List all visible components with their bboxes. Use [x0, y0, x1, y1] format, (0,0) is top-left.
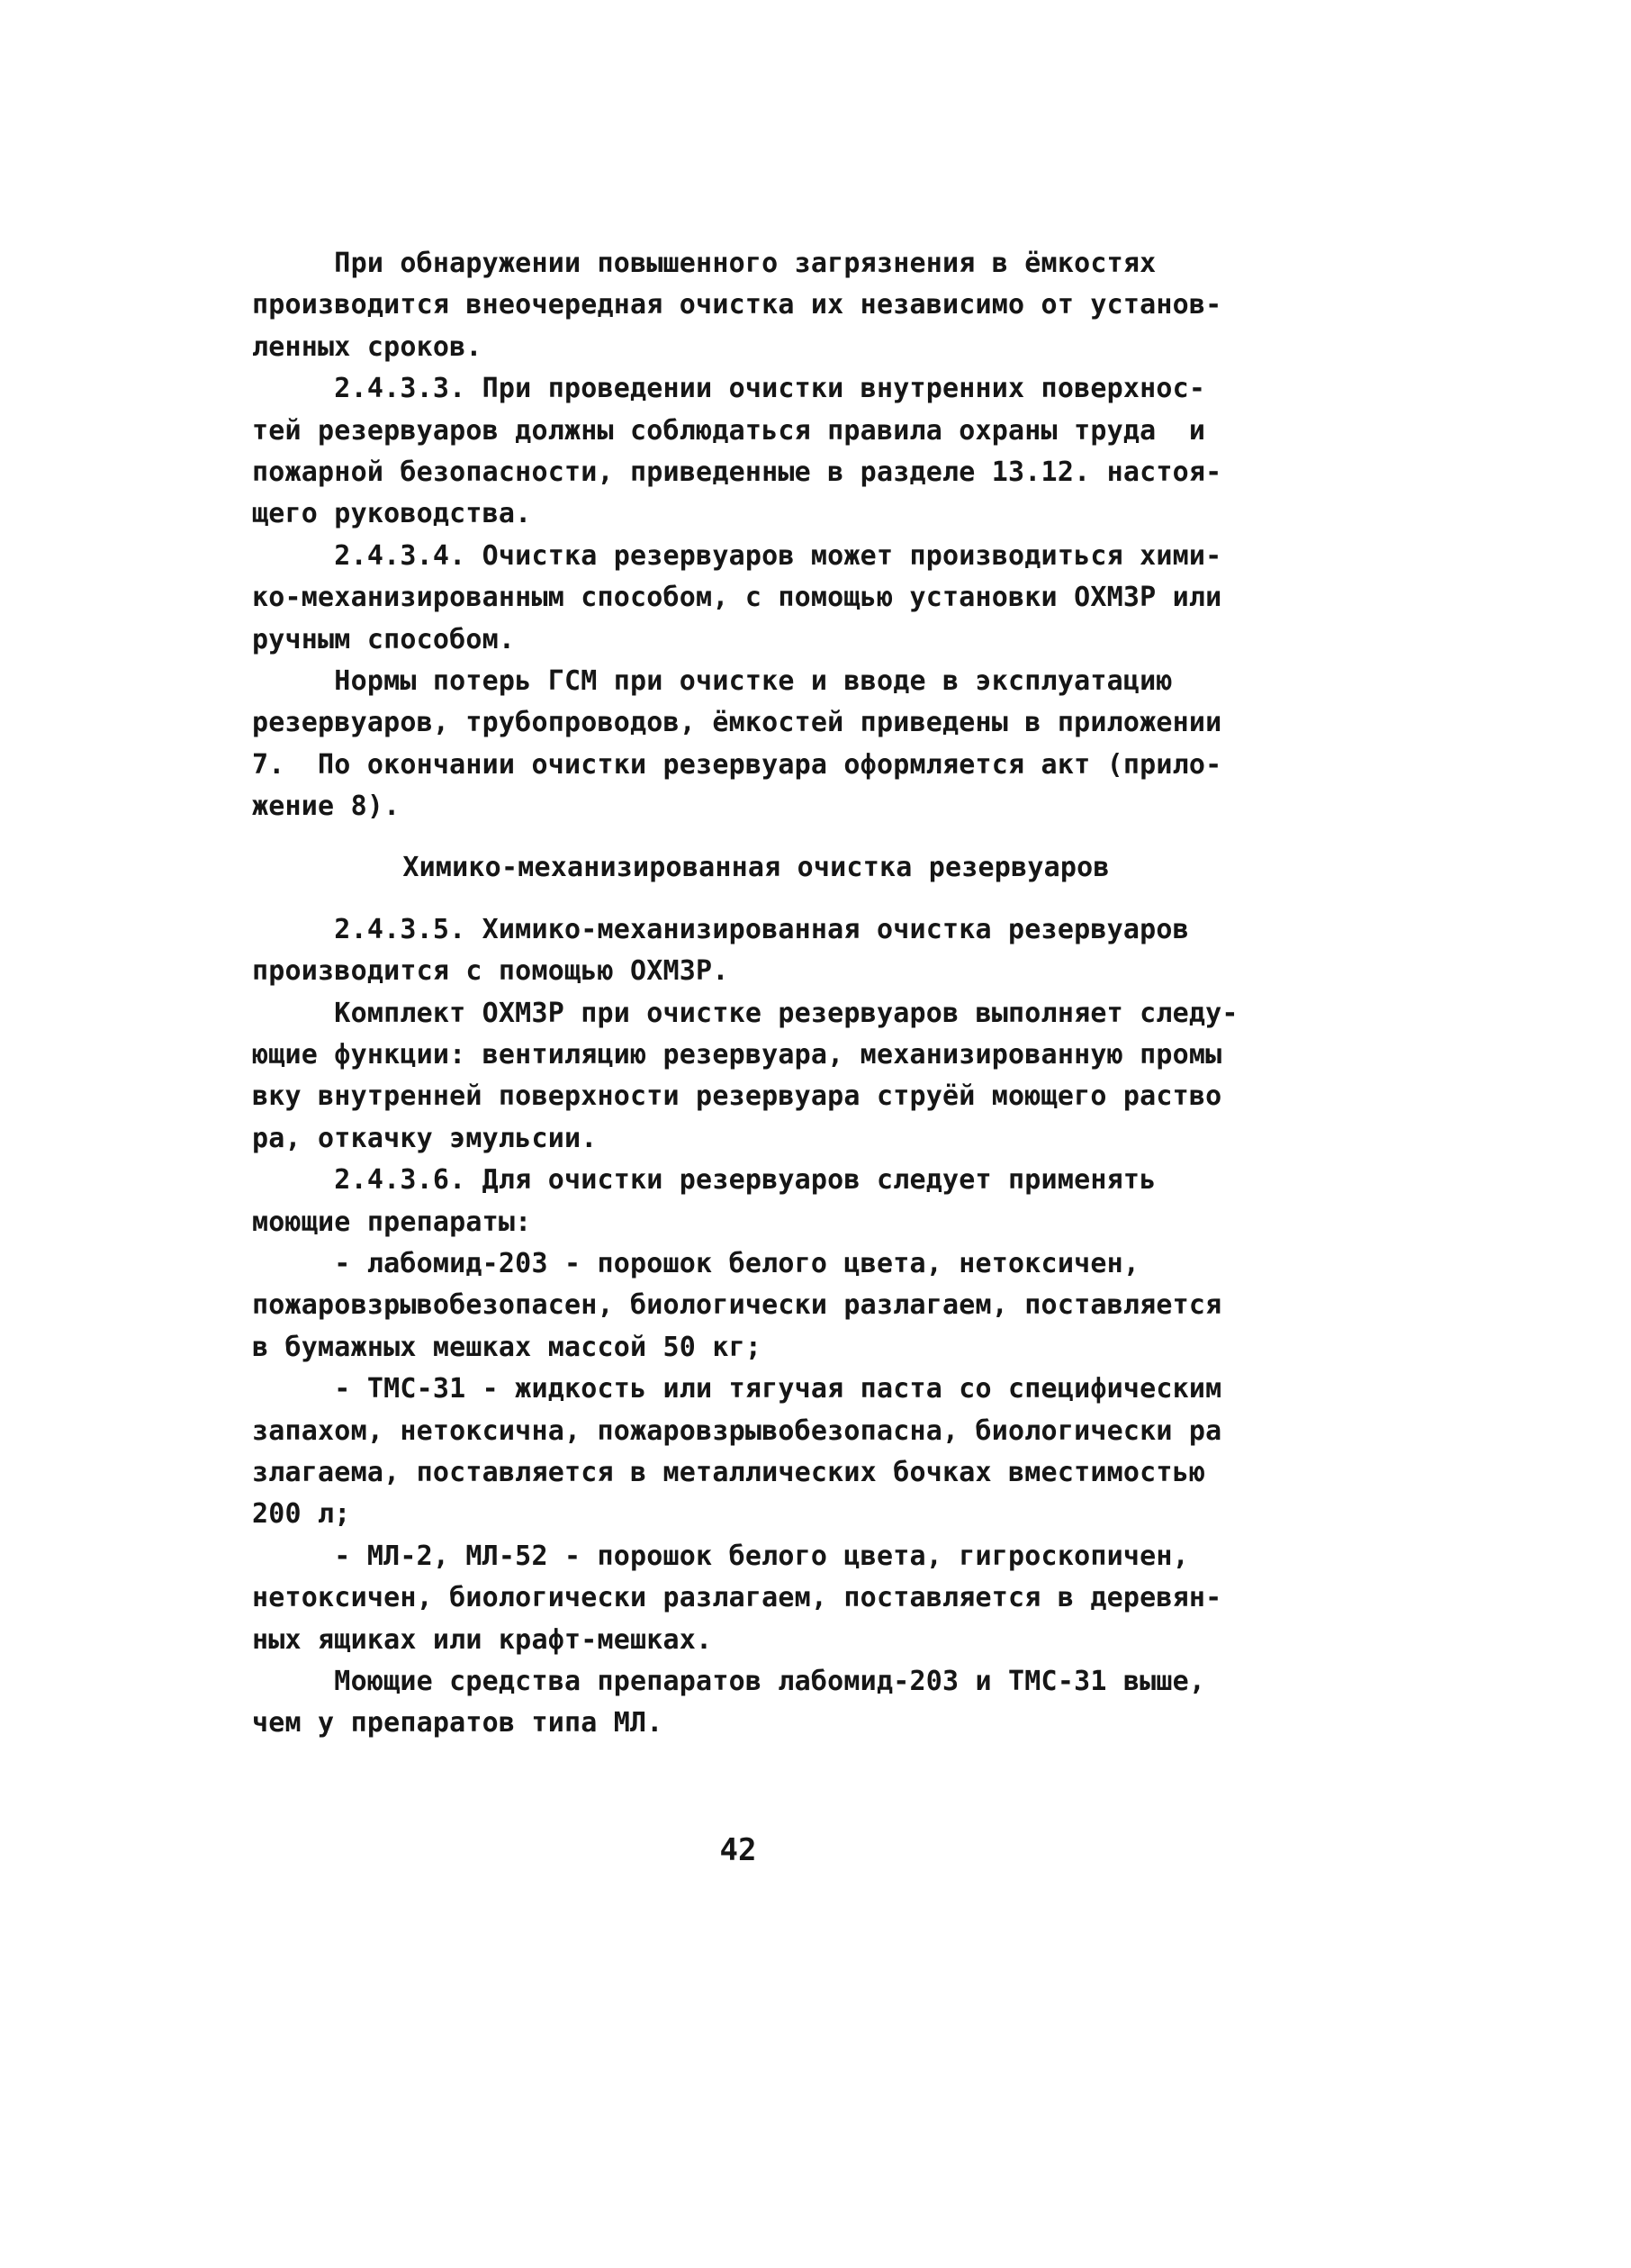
text-line: Моющие средства препаратов лабомид-203 и ТМС-31 выше,: [252, 1665, 1206, 1697]
text-line: ручным способом.: [252, 623, 516, 655]
page-number: 42: [719, 1832, 757, 1868]
section-gap: [252, 890, 1260, 909]
text-line: ющие функции: вентиляцию резервуара, механизированную промы: [252, 1039, 1222, 1071]
text-line: 2.4.3.4. Очистка резервуаров может производиться хими-: [252, 539, 1222, 572]
text-line: 7. По окончании очистки резервуара оформляется акт (прило-: [252, 748, 1222, 781]
text-line: производится внеочередная очистка их независимо от установ-: [252, 289, 1222, 321]
text-line: ных ящиках или крафт-мешках.: [252, 1623, 713, 1656]
section-gap: [252, 827, 1260, 847]
text-line: чем у препаратов типа МЛ.: [252, 1707, 663, 1739]
text-line: Нормы потерь ГСМ при очистке и вводе в эксплуатацию: [252, 664, 1173, 697]
text-line: 2.4.3.5. Химико-механизированная очистка резервуаров: [252, 913, 1189, 945]
text-line: 200 л;: [252, 1498, 351, 1531]
text-line: ра, откачку эмульсии.: [252, 1122, 598, 1154]
text-line: производится с помощью ОХМЗР.: [252, 955, 729, 988]
text-line: щего руководства.: [252, 498, 532, 530]
text-line: моющие препараты:: [252, 1206, 532, 1238]
text-line: запахом, нетоксична, пожаровзрывобезопасна, биологически ра: [252, 1414, 1222, 1447]
text-line: 2.4.3.3. При проведении очистки внутренних поверхнос-: [252, 373, 1206, 405]
text-line: жение 8).: [252, 791, 401, 823]
text-line: резервуаров, трубопроводов, ёмкостей приведены в приложении: [252, 707, 1222, 739]
text-line: в бумажных мешках массой 50 кг;: [252, 1331, 762, 1363]
text-line: пожаровзрывобезопасен, биологически разлагаем, поставляется: [252, 1289, 1222, 1322]
text-line: При обнаружении повышенного загрязнения в ёмкостях: [252, 248, 1157, 279]
text-line: ленных сроков.: [252, 330, 482, 363]
text-line: вку внутренней поверхности резервуара струёй моющего раство: [252, 1080, 1222, 1113]
text-line: злагаема, поставляется в металлических бочках вместимостью: [252, 1456, 1206, 1488]
text-line: ко-механизированным способом, с помощью установки ОХМЗР или: [252, 582, 1222, 614]
text-line: нетоксичен, биологически разлагаем, поставляется в деревян-: [252, 1582, 1222, 1614]
text-line: - МЛ-2, МЛ-52 - порошок белого цвета, гигроскопичен,: [252, 1540, 1189, 1572]
text-line: Комплект ОХМЗР при очистке резервуаров выполняет следу-: [252, 997, 1239, 1029]
section-heading: Химико-механизированная очистка резервуаров: [402, 852, 1110, 884]
text-line: - лабомид-203 - порошок белого цвета, нетоксичен,: [252, 1247, 1140, 1279]
text-line: тей резервуаров должны соблюдаться правила охраны труда и: [252, 414, 1206, 447]
text-line: 2.4.3.6. Для очистки резервуаров следует применять: [252, 1164, 1157, 1197]
document-body: [252, 243, 1260, 1745]
text-line: - ТМС-31 - жидкость или тягучая паста со специфическим: [252, 1373, 1222, 1405]
text-line: пожарной безопасности, приведенные в разделе 13.12. настоя-: [252, 456, 1222, 488]
